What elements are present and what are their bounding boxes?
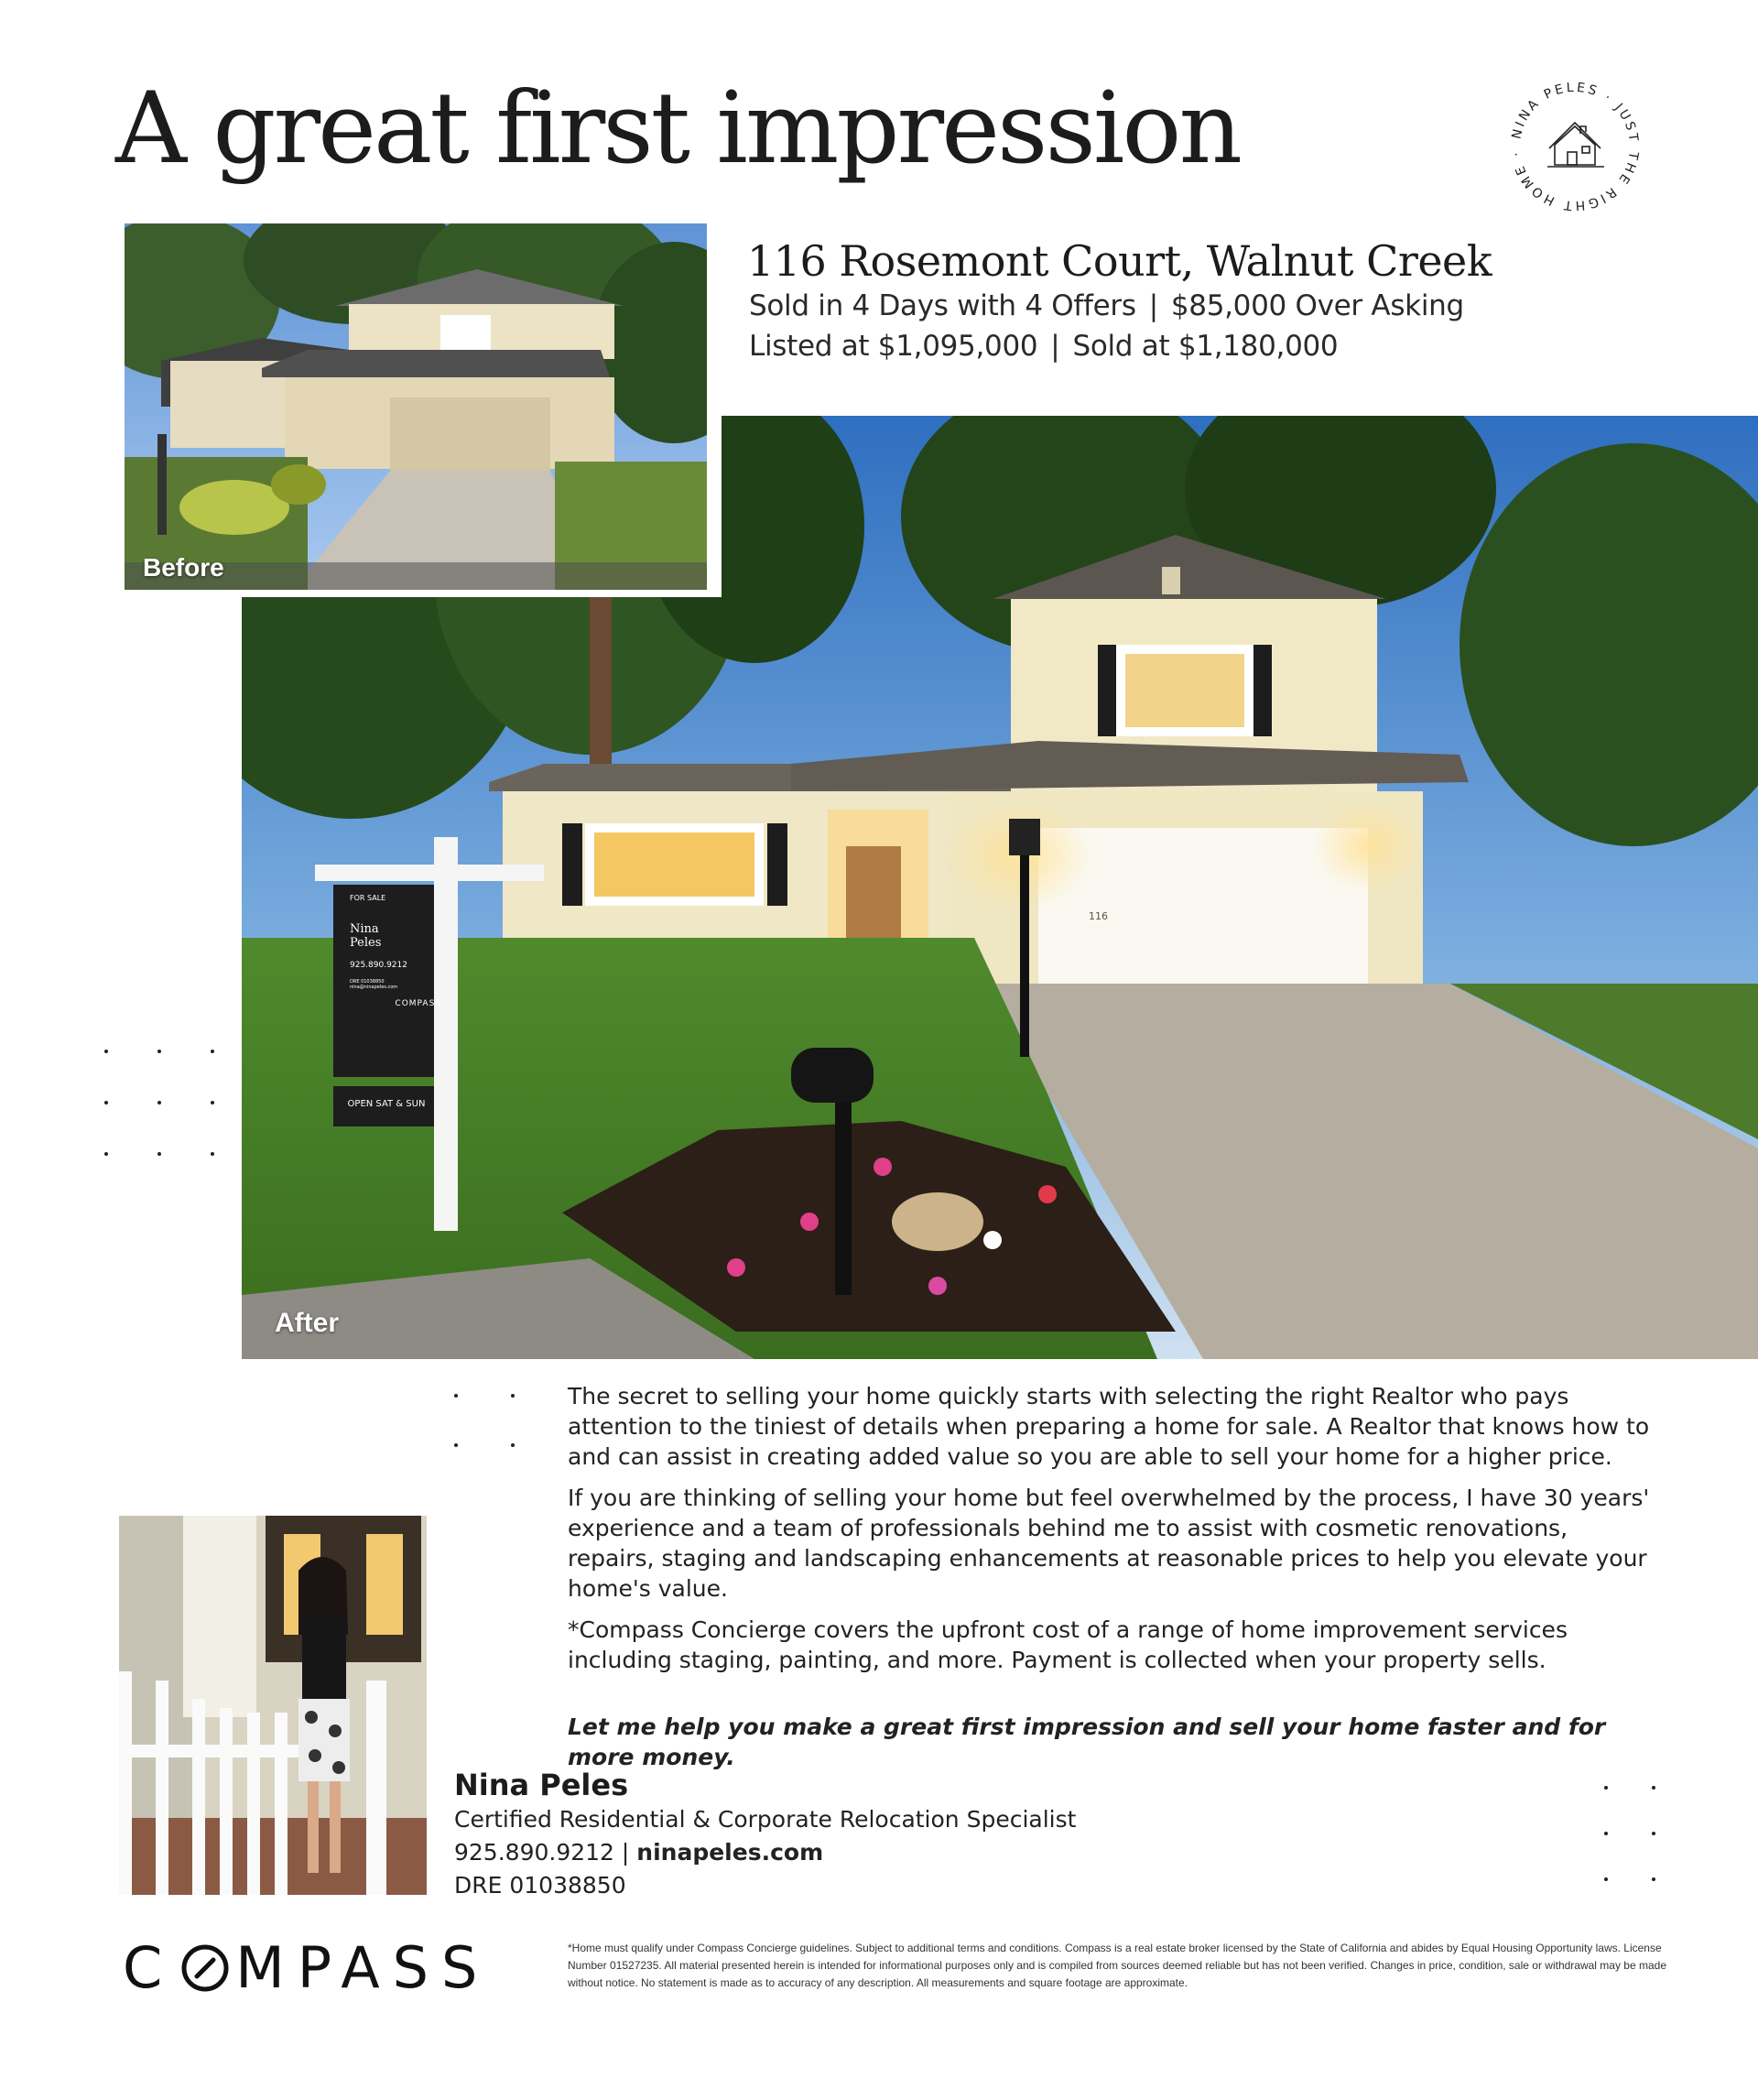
before-house-image	[125, 223, 707, 590]
sign-brand: COMPASS	[395, 999, 441, 1008]
compass-logo	[123, 1934, 490, 2001]
sign-email: nina@ninapeles.com	[350, 985, 398, 990]
svg-text:NINA PELES · JUST THE RIGHT HO	[1509, 81, 1641, 212]
agent-contact	[454, 1839, 823, 1866]
sale-summary-line	[749, 289, 1464, 322]
agent-website-link[interactable]: ninapeles.com	[636, 1839, 824, 1866]
seal-text: NINA PELES · JUST THE RIGHT HOME ·	[1509, 80, 1642, 213]
house-number: 116	[1089, 910, 1108, 922]
before-label: Before	[143, 553, 224, 582]
concierge-paragraph: *Compass Concierge covers the upfront cost of a range of home improvement services including staging, painting, and more. Payment is collected when your property sells.	[568, 1616, 1568, 1673]
sign-name-last: Peles	[350, 936, 382, 950]
contact-separator: |	[621, 1839, 630, 1866]
for-sale-sign	[350, 894, 441, 1008]
agent-photo	[119, 1516, 427, 1895]
nina-peles-seal-logo	[1502, 73, 1648, 220]
sold-days: Sold in 4 Days with 4 Offers	[749, 289, 1136, 322]
logo-text-right: MPASS	[235, 1934, 491, 2001]
logo-text-left: C	[123, 1934, 176, 2001]
price-line	[749, 330, 1338, 363]
agent-name: Nina Peles	[454, 1768, 629, 1802]
listed-price: Listed at $1,095,000	[749, 330, 1038, 363]
sign-for-sale: FOR SALE	[350, 894, 386, 902]
compass-needle-icon	[180, 1943, 230, 1993]
sign-name-first: Nina	[350, 922, 379, 936]
separator: |	[1148, 289, 1158, 322]
body-paragraph: If you are thinking of selling your home but feel overwhelmed by the process, I have 30 years' experience and a team of professionals behind me to assist with cosmetic renovations, repairs, staging and landscaping enhancements at reasonable prices to help you elevate your home's value.	[568, 1485, 1650, 1602]
agent-phone[interactable]: 925.890.9212	[454, 1839, 614, 1866]
agent-title: Certified Residential & Corporate Relocation Specialist	[454, 1806, 1077, 1833]
over-asking: $85,000 Over Asking	[1170, 289, 1464, 322]
before-photo-frame	[119, 218, 722, 597]
agent-portrait-image	[119, 1516, 427, 1895]
separator: |	[1050, 330, 1060, 363]
body-copy	[568, 1381, 1657, 1783]
decorative-dot-grid	[1604, 1786, 1655, 1881]
sold-price: Sold at $1,180,000	[1072, 330, 1339, 363]
sign-dre: DRE 01038850	[350, 979, 385, 985]
sign-phone: 925.890.9212	[350, 961, 407, 970]
house-sketch-icon	[1547, 123, 1604, 167]
before-photo	[125, 223, 707, 590]
tagline: Let me help you make a great first impression and sell your home faster and for more money.	[568, 1714, 1606, 1770]
agent-dre: DRE 01038850	[454, 1872, 626, 1899]
sign-open-house: OPEN SAT & SUN	[347, 1099, 426, 1109]
body-paragraph: The secret to selling your home quickly starts with selecting the right Realtor who pays attention to the tiniest of details when preparing a home for sale. A Realtor that knows how to and can assist in creating added value so you are able to sell your home for a higher price.	[568, 1383, 1650, 1470]
decorative-dot-grid	[454, 1394, 515, 1447]
after-label: After	[275, 1308, 340, 1338]
property-address: 116 Rosemont Court, Walnut Creek	[747, 236, 1492, 286]
legal-disclaimer: *Home must qualify under Compass Concierge guidelines. Subject to additional terms and conditions. Compass is a real estate broker licensed by the State of California and abides by Equal Housing Opportunity laws. License Number 01527235. All material presented herein is intended for informational purposes only and is compiled from sources deemed reliable but has not been verified. Changes in price, condition, sale or withdrawal may be made without notice. No statement is made as to accuracy of any description. All measurements and square footage are approximate.	[568, 1942, 1667, 1989]
headline: A great first impression	[115, 71, 1241, 186]
